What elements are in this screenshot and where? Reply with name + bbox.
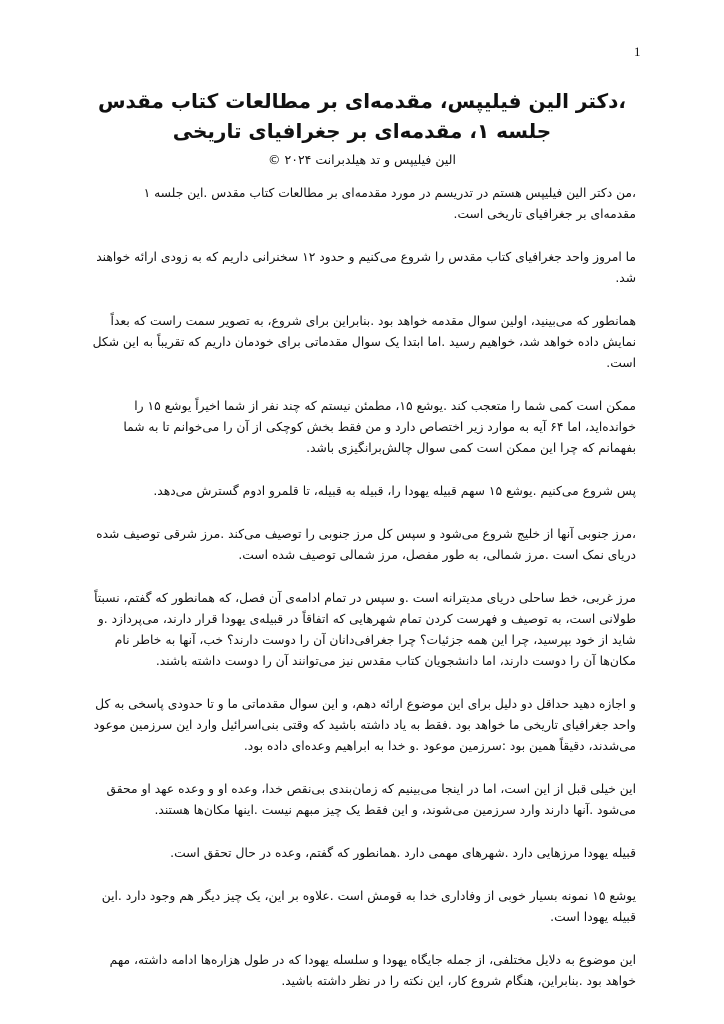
paragraph: و اجازه دهید حداقل دو دلیل برای این موضوع ارائه دهم، و این سوال مقدماتی ما و تا حدودی پاسخی به کل واحد جغرافیای تاریخی ما خواهد بود .فقط به یاد داشته باشید که وقتی بنی‌اسرائیل وارد این سرزمین موعود می‌شدند، دقیقاً همین بود :سرزمین موعود .و خدا به ابراهیم وعده‌ای داده بود. [93,697,636,753]
paragraph: قبیله یهودا مرزهایی دارد .شهرهای مهمی دارد .همانطور که گفتم، وعده در حال تحقق است. [170,846,636,860]
document-title-line-1: ،دکتر الین فیلیپس، مقدمه‌ای بر مطالعات کتاب مقدس [97,89,627,113]
paragraph: ممکن است کمی شما را متعجب کند .یوشع ۱۵، مطمئن نیستم که چند نفر از شما اخیراً یوشع ۱۵ را خوانده‌اید، اما ۶۴ آیه به موارد زیر اختصاص دارد و من فقط بخش کوچکی از آن را می‌خوانم تا به شما بفهمانم که چرا این ممکن است کمی سوال چالش‌برانگیزی باشد. [123,399,636,455]
title-block [60,86,664,170]
paragraph: یوشع ۱۵ نمونه بسیار خوبی از وفاداری خدا به قومش است .علاوه بر این، یک چیز دیگر هم وجود دارد .این قبیله یهودا است. [101,889,636,924]
page-number: 1 [634,44,641,59]
author-copyright-line: الین فیلیپس و تد هیلدبرانت ۲۰۲۴ © [268,152,456,167]
paragraph: همانطور که می‌بینید، اولین سوال مقدمه خواهد بود .بنابراین برای شروع، به تصویر سمت راست که بعداً نمایش داده خواهد شد، خواهیم رسید .اما ابتدا یک سوال مقدماتی برای خودمان داریم که تقریباً به این شکل است. [92,314,636,370]
paragraph: این خیلی قبل از این است، اما در اینجا می‌بینیم که زمان‌بندی بی‌نقص خدا، وعده او و وعده عهد او محقق می‌شود .آنها دارند وارد سرزمین می‌شوند، و این فقط یک چیز مبهم نیست .اینها مکان‌ها هستند. [106,782,636,817]
paragraph: ،مرز جنوبی آنها از خلیج شروع می‌شود و سپس کل مرز جنوبی را توصیف می‌کند .مرز شرقی توصیف شده دریای نمک است .مرز شمالی، به طور مفصل، مرز شمالی توصیف شده است. [96,527,636,562]
paragraph: ما امروز واحد جغرافیای کتاب مقدس را شروع می‌کنیم و حدود ۱۲ سخنرانی داریم که به زودی ارائه خواهند شد. [96,250,636,285]
paragraph: این موضوع به دلایل مختلفی، از جمله جایگاه یهودا و سلسله یهودا که در طول هزاره‌ها ادامه داشته، مهم خواهد بود .بنابراین، هنگام شروع کار، این نکته را در نظر داشته باشید. [109,953,636,988]
document-title-line-2: جلسه ۱، مقدمه‌ای بر جغرافیای تاریخی [172,119,552,143]
paragraph: پس شروع می‌کنیم .یوشع ۱۵ سهم قبیله یهودا را، قبیله به قبیله، تا قلمرو ادوم گسترش می‌دهد. [153,484,636,498]
document-body [88,183,636,1014]
paragraph: مرز غربی، خط ساحلی دریای مدیترانه است .و سپس در تمام ادامه‌ی آن فصل، که همانطور که گفتم، نسبتاً طولانی است، به توصیف و فهرست کردن تمام شهرهایی که اتفاقاً در قبیله‌ی یهودا قرار دارند، می‌پردازد .و شاید از خود بپرسید، چرا این همه جزئیات؟ چرا جغرافی‌دانان آن را دوست دارند؟ خب، آنها به خاطر نام مکان‌ها آن را دوست دارند، اما دانشجویان کتاب مقدس نیز می‌توانند آن را دوست داشته باشند. [94,591,636,668]
paragraph: ،من دکتر الین فیلیپس هستم در تدریسم در مورد مقدمه‌ای بر مطالعات کتاب مقدس .این جلسه ۱ مقدمه‌ای بر جغرافیای تاریخی است. [143,186,636,221]
